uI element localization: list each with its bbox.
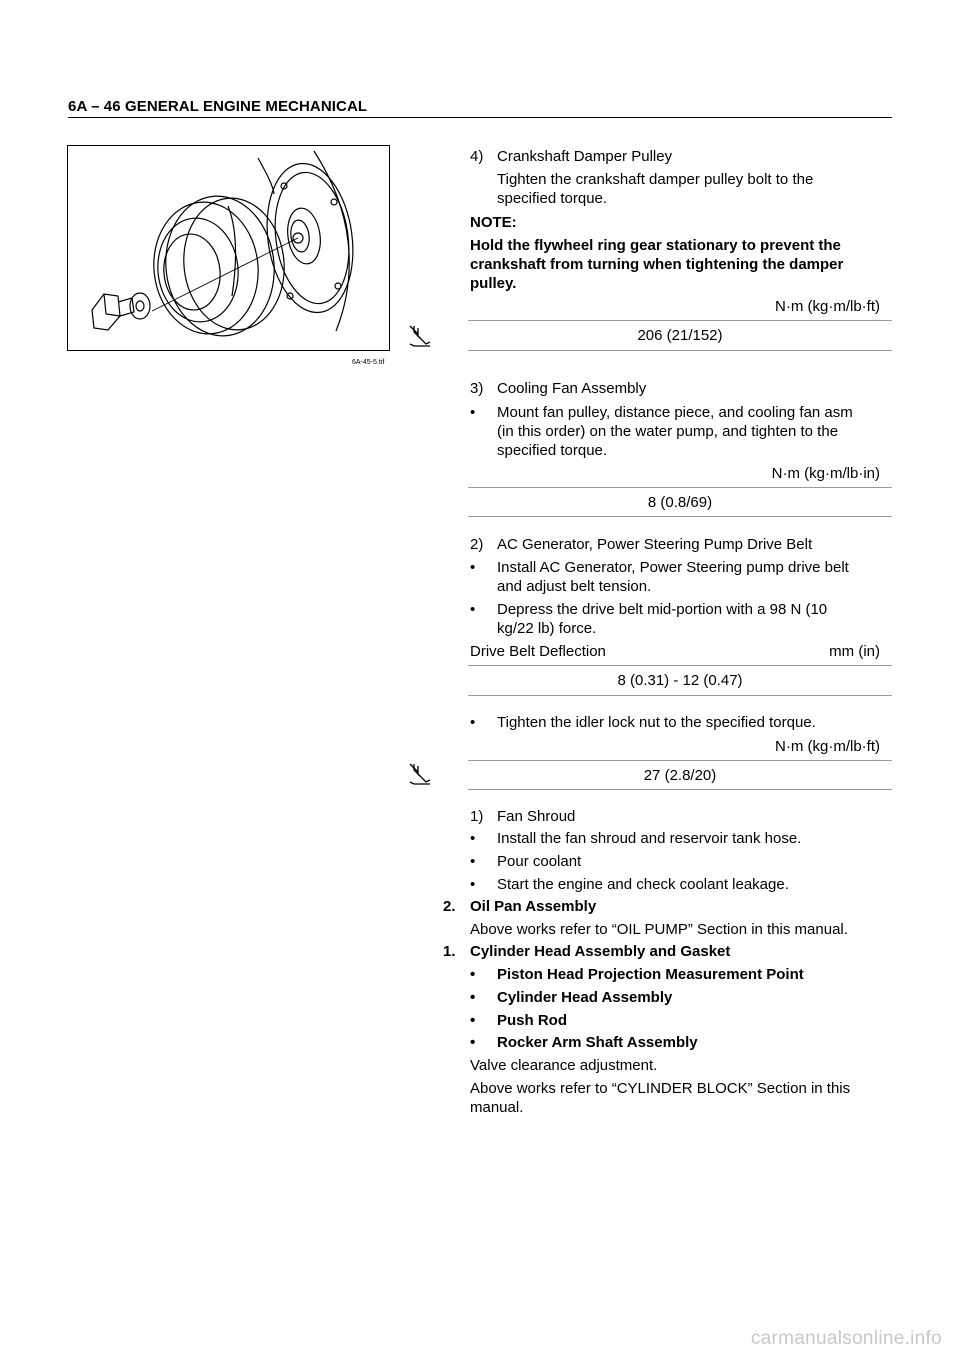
table-unit: mm (in) xyxy=(829,643,880,660)
torque-unit: N·m (kg·m/lb·ft) xyxy=(775,738,880,755)
bullet-text: Install the fan shroud and reservoir tank hose. xyxy=(497,830,802,847)
section-title: Cylinder Head Assembly and Gasket xyxy=(470,943,731,960)
torque-value: 206 (21/152) xyxy=(637,327,723,344)
page-header: 6A – 46 GENERAL ENGINE MECHANICAL xyxy=(68,98,892,118)
bullet: • xyxy=(470,601,476,618)
step-number: 3) xyxy=(470,380,484,397)
note-text: pulley. xyxy=(470,275,517,292)
section-number: 2. xyxy=(443,898,456,915)
bullet: • xyxy=(470,559,476,576)
bullet-text: Depress the drive belt mid-portion with a 98 N (10 xyxy=(497,601,828,618)
section-text: manual. xyxy=(470,1099,524,1116)
table-rule xyxy=(468,350,892,351)
bullet-text: Start the engine and check coolant leakage. xyxy=(497,876,789,893)
bullet: • xyxy=(470,1012,476,1029)
bullet: • xyxy=(470,1034,476,1051)
table-rule xyxy=(468,516,892,517)
table-rule xyxy=(468,789,892,790)
section-number: 1. xyxy=(443,943,456,960)
sub-item: Push Rod xyxy=(497,1012,567,1029)
sub-item: Cylinder Head Assembly xyxy=(497,989,673,1006)
table-label: Drive Belt Deflection xyxy=(470,643,606,660)
instruction-text: specified torque. xyxy=(497,190,608,207)
step-title: AC Generator, Power Steering Pump Drive Belt xyxy=(497,536,813,553)
step-title: Crankshaft Damper Pulley xyxy=(497,148,673,165)
sub-item: Piston Head Projection Measurement Point xyxy=(497,966,804,983)
section-text: Above works refer to “OIL PUMP” Section in this manual. xyxy=(470,921,848,938)
section-title: Oil Pan Assembly xyxy=(470,898,597,915)
bullet-text: kg/22 lb) force. xyxy=(497,620,597,637)
deflection-value: 8 (0.31) - 12 (0.47) xyxy=(617,672,743,689)
table-rule xyxy=(468,760,892,761)
instruction-text: Tighten the crankshaft damper pulley bolt to the xyxy=(497,171,814,188)
section-text: Valve clearance adjustment. xyxy=(470,1057,658,1074)
torque-unit: N·m (kg·m/lb·in) xyxy=(771,465,880,482)
bullet: • xyxy=(470,966,476,983)
bullet: • xyxy=(470,853,476,870)
bullet: • xyxy=(470,830,476,847)
bullet: • xyxy=(470,876,476,893)
bullet: • xyxy=(470,404,476,421)
note-label: NOTE: xyxy=(470,214,517,231)
bullet: • xyxy=(470,714,476,731)
bullet-text: Pour coolant xyxy=(497,853,582,870)
step-title: Cooling Fan Assembly xyxy=(497,380,647,397)
crankshaft-pulley-illustration xyxy=(67,145,390,351)
torque-wrench-icon xyxy=(408,324,432,348)
step-number: 1) xyxy=(470,808,484,825)
step-title: Fan Shroud xyxy=(497,808,576,825)
sub-item: Rocker Arm Shaft Assembly xyxy=(497,1034,698,1051)
watermark-url: carmanualsonline.info xyxy=(750,1328,942,1349)
bullet-text: and adjust belt tension. xyxy=(497,578,652,595)
table-rule xyxy=(468,320,892,321)
note-text: crankshaft from turning when tightening the damper xyxy=(470,256,844,273)
note-text: Hold the flywheel ring gear stationary to prevent the xyxy=(470,237,841,254)
step-number: 4) xyxy=(470,148,484,165)
torque-value: 27 (2.8/20) xyxy=(643,767,717,784)
table-rule xyxy=(468,665,892,666)
table-rule xyxy=(468,487,892,488)
bullet-text: Install AC Generator, Power Steering pump drive belt xyxy=(497,559,849,576)
section-text: Above works refer to “CYLINDER BLOCK” Section in this xyxy=(470,1080,851,1097)
table-rule xyxy=(468,695,892,696)
torque-value: 8 (0.8/69) xyxy=(647,494,713,511)
bullet-text: Mount fan pulley, distance piece, and cooling fan asm xyxy=(497,404,853,421)
step-number: 2) xyxy=(470,536,484,553)
bullet-text: (in this order) on the water pump, and tighten to the xyxy=(497,423,839,440)
bullet: • xyxy=(470,989,476,1006)
figure-caption: 6A-45-5.tif xyxy=(352,359,385,366)
torque-wrench-icon xyxy=(408,762,432,786)
bullet-text: Tighten the idler lock nut to the specified torque. xyxy=(497,714,816,731)
bullet-text: specified torque. xyxy=(497,442,608,459)
torque-unit: N·m (kg·m/lb·ft) xyxy=(775,298,880,315)
